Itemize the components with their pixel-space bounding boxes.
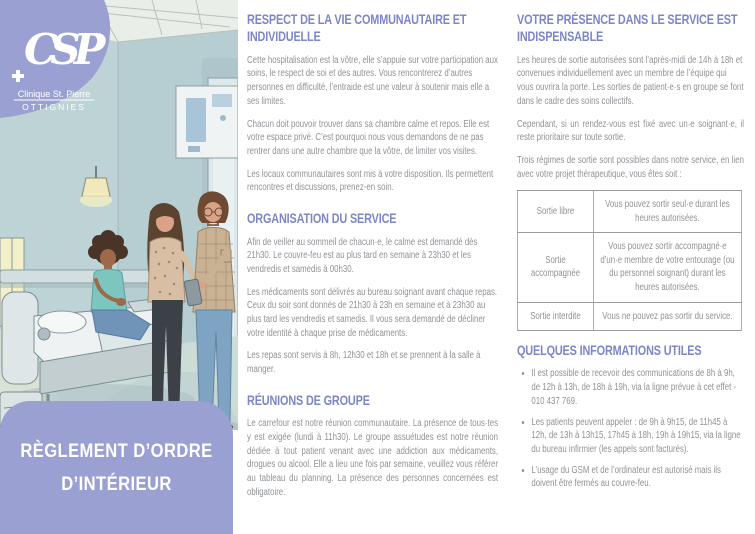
paragraph: Les locaux communautaires sont mis à votre disposition. Ils permettent rencontres et discussions, prenez-en soin. <box>247 168 494 194</box>
wall-panel <box>176 86 238 158</box>
table-cell-label: Sortie libre <box>517 191 593 233</box>
section-heading-presence: VOTRE PRÉSENCE DANS LE SERVICE EST INDISPENSABLE <box>517 12 738 45</box>
paragraph: Les heures de sortie autorisées sont l’après-midi de 14h à 18h et convenues individuellement avec un membre de l’équipe qui vous ouvrira la porte. Les sorties de patient·e·s en groupe se font dans le cadre des soins collectifs. <box>517 54 744 107</box>
section-heading-respect: RESPECT DE LA VIE COMMUNAUTAIRE ET INDIVIDUELLE <box>247 12 467 45</box>
list-item: • Il est possible de recevoir des communications de 8h à 9h, de 12h à 13h, de 18h à 19h, via la ligne prévue à cet effet - 010 437 769. <box>531 367 744 408</box>
paragraph: Le carrefour est notre réunion communautaire. La présence de tous·tes y est exigée (lundi à 11h30). Le groupe assuétudes est notre réunion dédiée à tout patient venant avec une addiction aux médicaments, drogues ou alcool. Elle a lieu une fois par semaine, veuillez vous référer au tableau du planning. La présence des personnes concernées est obligatoire. <box>247 418 498 498</box>
paragraph: Cette hospitalisation est la vôtre, elle s’appuie sur votre participation aux soins, le respect de soi et des autres. Vous rencontrerez d’autres personnes en difficulté, l’entraide est une valeur à soutenir mais elle a ses limites. <box>247 54 498 107</box>
logo-clinic-name: Clinique St. Pierre <box>17 89 91 99</box>
middle-column <box>247 0 498 508</box>
sortie-regimes-table <box>517 190 742 331</box>
table-row <box>517 302 741 331</box>
table-cell-label: Sortie interdite <box>517 302 593 331</box>
paragraph: Les médicaments sont délivrés au bureau soignant avant chaque repas. Ceux du soir sont donnés de 21h30 à 23h en semaine et à 23h30 au plus tard les vendredis et samedis. Il vous sera demandé de décliner votre identité à chaque prise de médicaments. <box>247 286 498 339</box>
logo-city: OTTIGNIES <box>22 102 86 112</box>
document-title-panel <box>0 401 233 534</box>
table-row <box>517 233 741 302</box>
table-cell-label: Sortie accompagnée <box>517 233 593 302</box>
wall-rail <box>0 270 168 283</box>
table-cell-desc: Vous ne pouvez pas sortir du service. <box>594 302 742 331</box>
paragraph: Afin de veiller au sommeil de chacun·e, le calme est demandé dès 21h30. Le couvre-feu est au plus tard en semaine à 23h30 et les vendredis et samedis à 00h30. <box>247 236 478 275</box>
document-title: RÈGLEMENT D’ORDRE D’INTÉRIEUR <box>20 440 213 495</box>
section-heading-reunions: RÉUNIONS DE GROUPE <box>247 392 370 408</box>
useful-info-list <box>517 367 744 491</box>
logo-monogram: CSP <box>24 25 99 74</box>
paragraph: Les repas sont servis à 8h, 12h30 et 18h et se prennent à la salle à manger. <box>247 350 481 376</box>
section-heading-organisation: ORGANISATION DU SERVICE <box>247 211 397 227</box>
table-cell-desc: Vous pouvez sortir accompagné·e d’un·e membre de votre entourage (ou du personnel soignant) durant les heures autorisées. <box>594 233 742 302</box>
right-column <box>517 0 744 498</box>
table-cell-desc: Vous pouvez sortir seul·e durant les heures autorisées. <box>594 191 742 233</box>
table-row <box>517 191 741 233</box>
list-item: • Les patients peuvent appeler : de 9h à 9h15, de 11h45 à 12h, de 13h à 13h15, 17h45 à 18h, 19h à 19h15, via la ligne du bureau infirmier (les appels sont facturés). <box>531 416 744 457</box>
clinic-logo <box>0 0 122 122</box>
paragraph: Cependant, si un rendez-vous est fixé avec un·e soignant·e, il reste prioritaire sur toute sortie. <box>517 118 744 144</box>
paragraph: Trois régimes de sortie sont possibles dans notre service, en lien avec votre projet thérapeutique, vous êtes soit : <box>517 155 744 180</box>
list-item: • L’usage du GSM et de l’ordinateur est autorisé mais ils doivent être fermés au couvre-feu. <box>531 464 744 491</box>
paragraph: Chacun doit pouvoir trouver dans sa chambre calme et repos. Elle est votre espace privé. C’est pourquoi nous vous demandons de ne pas rentrer dans une autre chambre que la vôtre, de limiter vos visites. <box>247 118 490 157</box>
section-heading-infos: QUELQUES INFORMATIONS UTILES <box>517 343 702 359</box>
